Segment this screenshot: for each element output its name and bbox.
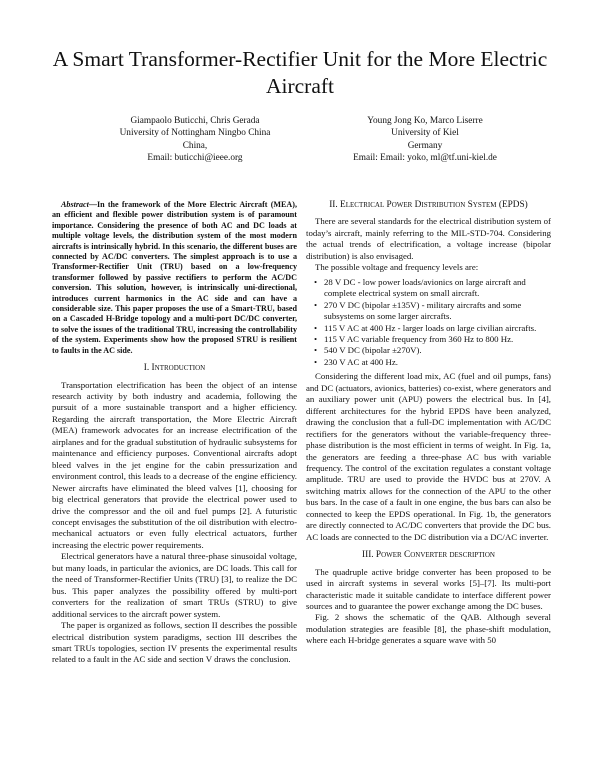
intro-paragraph: The paper is organized as follows, section II describes the possible electrical distribution system paradigms, section III describes the smart TRUs topologies, section IV presents the experimental results related to a fault in the AC side and section V draws the conclusion. xyxy=(52,620,297,665)
author-names: Giampaolo Buticchi, Chris Gerada xyxy=(130,116,260,126)
converter-paragraph: Fig. 2 shows the schematic of the QAB. Although several modulation strategies are feasible [8], the phase-shift modulation, where each H-bridge generates a square wave with 50 xyxy=(306,612,551,646)
section-heading-epds: II. Electrical Power Distribution System (EPDS) xyxy=(329,200,528,210)
author-affiliation: University of Nottingham Ningbo China xyxy=(119,128,271,139)
author-location: China, xyxy=(182,140,208,151)
list-item: • 540 V DC (bipolar ±270V). xyxy=(324,345,551,356)
epds-body-paragraph: Considering the different load mix, AC (fuel and oil pumps, fans) and DC (actuators, avionics, batteries) co-exist, where generators and an auxiliary power unit (APU) powers the electrical bus. In [4], different architectures for the hybrid EPDS have been analyzed, drawing the conclusion that a full-DC implementation with AC/DC rectifiers for the generators without the variable-frequency three-phase distribution is the most efficient in terms of weight. In Fig. 1a, the generators are feeding a three-phase AC bus with variable frequency. The control of the excitation regulates a constant voltage amplitude. TRU are used to provide the HVDC bus at 270V. A switching matrix allows for the connection of the APU to the other bus bars. In the case of a fault in one engine, the bus bars can also be connected to keep the EPDS operational. In Fig. 1b, the generators are directly connected to AC/DC converters that provide the DC bus. AC loads are connected to the DC distribution via a DC/AC inverter. xyxy=(306,371,551,542)
list-item: • 28 V DC - low power loads/avionics on large aircraft and complete electrical system on small aircraft. xyxy=(324,277,551,300)
section-heading-converter: III. Power Converter description xyxy=(362,550,495,561)
abstract-lead: Abstract xyxy=(61,200,89,209)
voltage-levels-list xyxy=(306,277,551,369)
list-item: • 230 V AC at 400 Hz. xyxy=(324,357,551,368)
author-block-1 xyxy=(90,115,300,164)
author-location: Germany xyxy=(407,140,443,151)
right-column xyxy=(306,200,551,647)
converter-paragraph: The quadruple active bridge converter has been proposed to be used in aircraft systems in several works [5]–[7]. Its multi-port characteristic made it suitable candidate to interface different power sources and to guarantee the power exchange among the DC buses. xyxy=(306,566,551,611)
epds-intro-paragraph: There are several standards for the electrical distribution system of today’s aircraft, mainly referring to the MIL-STD-704. Considering the actual trends of electrification, a voltage increase (bipolar distribution) is also envisaged. xyxy=(306,216,551,261)
intro-paragraph: Transportation electrification has been the object of an intense research activity by both industry and academia, following the pursuit of a more sustainable transport and a higher efficiency. Regarding the aircraft transportation, the More Electric Aircraft (MEA) framework advocates for an increase electrification of the airplanes and for the gradual substitution of hydraulic subsystems for maintenance and efficiency purposes. Conventional aircrafts adopt bleed valves in the jet engine for the cabin pressurization and environment control, this leads to a decrease of the engine efficiency. Newer aircrafts have eliminated the bleed valves [1], choosing for big electrical generators that provide the electrical power used to drive the compressor and the oil and fuel pumps [2]. A futuristic concept envisages the substitution of the oil distribution with electro-mechanical actuators or even fully electrical actuators, further increasing the electric power requirements. xyxy=(52,379,297,550)
list-item: • 270 V DC (bipolar ±135V) - military aircrafts and some subsystems on some larger aircrafts. xyxy=(324,300,551,323)
section-heading-intro: I. Introduction xyxy=(143,363,206,374)
intro-paragraph: Electrical generators have a natural three-phase sinusoidal voltage, but many loads, in particular the avionics, are DC loads. This call for the need of Transformer-Rectifier Units (TRU) [3], to realize the DC bus. This paper analyzes the possibility offered by multi-port converters for the realization of smart TRUs (STRU) to give additional services to the aircraft power system. xyxy=(52,551,297,619)
author-email: Email: Email: yoko, ml@tf.uni-kiel.de xyxy=(353,152,497,163)
list-item: • 115 V AC at 400 Hz - larger loads on large civilian aircrafts. xyxy=(324,323,551,334)
left-column xyxy=(52,200,297,666)
levels-intro: The possible voltage and frequency levels are: xyxy=(315,262,479,273)
author-affiliation: University of Kiel xyxy=(391,128,459,139)
author-email: Email: buticchi@ieee.org xyxy=(147,152,243,163)
abstract xyxy=(52,200,297,356)
paper-title: A Smart Transformer-Rectifier Unit for the More Electric Aircraft xyxy=(52,47,548,98)
author-names: Young Jong Ko, Marco Liserre xyxy=(367,116,483,126)
list-item: • 115 V AC variable frequency from 360 Hz to 800 Hz. xyxy=(324,334,551,345)
abstract-text: —In the framework of the More Electric Aircraft (MEA), an efficient and flexible power distribution system is of paramount importance. Considering the presence of both AC and DC loads at multiple voltage levels, the distribution system of the most modern aircrafts is intrinsically hybrid. In this scenario, the different buses are connected by AC/DC converters. The simplest approach is to use a Transformer-Rectifier Unit (TRU) based on a low-frequency transformer followed by passive rectifiers to perform the AC/DC conversion. This solution, however, is intrinsically uni-directional, introduces current harmonics in the AC side and can have a considerable size. This paper proposes the use of a Smart-TRU, based on a Cascaded H-Bridge topology and a multi-port DC/DC converter, to solve the issues of the traditional TRU, increasing the controllability of the system. Experiments show how the proposed STRU is resilient to faults in the AC side. xyxy=(52,200,297,355)
author-block-2 xyxy=(305,115,545,164)
